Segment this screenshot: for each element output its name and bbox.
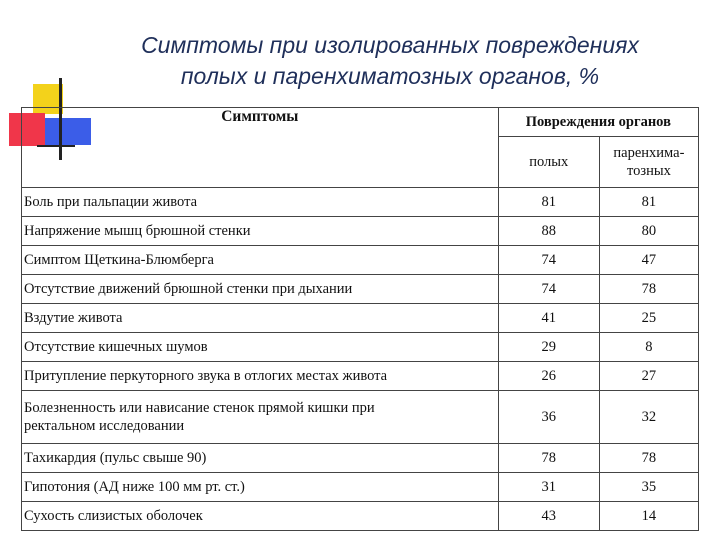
table-row <box>22 502 699 531</box>
parenchymal-value: 32 <box>599 391 698 444</box>
table-row <box>22 333 699 362</box>
hollow-value: 74 <box>498 246 599 275</box>
symptom-name: Вздутие живота <box>22 304 499 333</box>
hollow-value: 88 <box>498 217 599 246</box>
hollow-value: 78 <box>498 444 599 473</box>
hollow-value: 74 <box>498 275 599 304</box>
table-row <box>22 391 699 444</box>
table-row <box>22 473 699 502</box>
hollow-value: 81 <box>498 188 599 217</box>
header-organ-damage: Повреждения органов <box>498 108 698 137</box>
hollow-value: 31 <box>498 473 599 502</box>
hollow-value: 26 <box>498 362 599 391</box>
symptoms-table <box>21 107 699 531</box>
symptom-name: Притупление перкуторного звука в отлогих местах живота <box>22 362 499 391</box>
table-row <box>22 444 699 473</box>
parenchymal-value: 35 <box>599 473 698 502</box>
symptom-name <box>22 391 499 444</box>
parenchymal-value: 78 <box>599 444 698 473</box>
symptom-name: Боль при пальпации живота <box>22 188 499 217</box>
symptom-name: Сухость слизистых оболочек <box>22 502 499 531</box>
symptom-name: Напряжение мышц брюшной стенки <box>22 217 499 246</box>
table-row <box>22 362 699 391</box>
parenchymal-value: 25 <box>599 304 698 333</box>
title-line-2: полых и паренхиматозных органов, % <box>180 63 600 89</box>
parenchymal-value: 47 <box>599 246 698 275</box>
title-line-1: Симптомы при изолированных повреждениях <box>141 32 639 58</box>
hollow-value: 43 <box>498 502 599 531</box>
symptom-name: Гипотония (АД ниже 100 мм рт. ст.) <box>22 473 499 502</box>
symptom-name-line1: Болезненность или нависание стенок прямой кишки при <box>24 400 375 416</box>
parenchymal-value: 81 <box>599 188 698 217</box>
parenchymal-value: 80 <box>599 217 698 246</box>
symptom-name: Симптом Щеткина-Блюмберга <box>22 246 499 275</box>
parenchymal-value: 14 <box>599 502 698 531</box>
hollow-value: 36 <box>498 391 599 444</box>
parenchymal-value: 8 <box>599 333 698 362</box>
table-row <box>22 246 699 275</box>
table-row <box>22 275 699 304</box>
table-row <box>22 217 699 246</box>
symptom-name-line2: ректальном исследовании <box>24 418 185 434</box>
hollow-value: 29 <box>498 333 599 362</box>
hollow-value: 41 <box>498 304 599 333</box>
table-row <box>22 304 699 333</box>
header-parenchymal-line1: паренхима- <box>613 145 685 161</box>
header-symptoms: Симптомы <box>22 108 499 188</box>
header-row-1 <box>22 108 699 137</box>
symptom-name: Отсутствие движений брюшной стенки при дыхании <box>22 275 499 304</box>
symptom-name: Тахикардия (пульс свыше 90) <box>22 444 499 473</box>
parenchymal-value: 78 <box>599 275 698 304</box>
parenchymal-value: 27 <box>599 362 698 391</box>
header-hollow: полых <box>498 137 599 188</box>
symptom-name: Отсутствие кишечных шумов <box>22 333 499 362</box>
header-parenchymal-line2: тозных <box>626 163 671 179</box>
slide-title <box>70 30 710 92</box>
header-parenchymal <box>599 137 698 188</box>
table-row <box>22 188 699 217</box>
